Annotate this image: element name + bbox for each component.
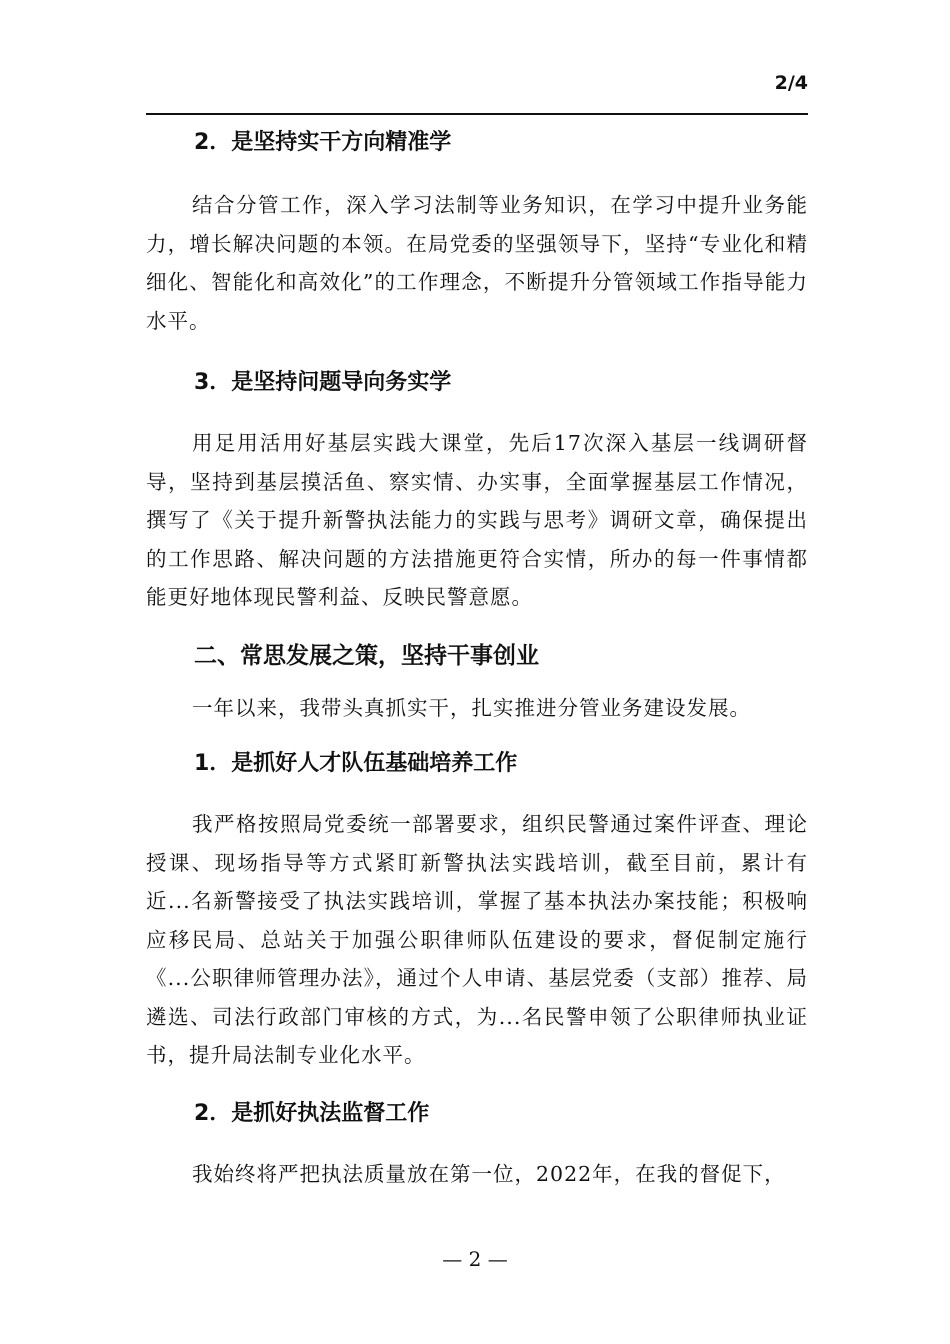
header-rule: [146, 113, 808, 115]
paragraph: 我严格按照局党委统一部署要求，组织民警通过案件评查、理论授课、现场指导等方式紧盯新警执法实践培训，截至目前，累计有近...名新警接受了执法实践培训，掌握了基本执法办案技能；积极响应移民局、总站关于加强公职律师队伍建设的要求，督促制定施行《...公职律师管理办法》，通过个人申请、基层党委（支部）推荐、局遴选、司法行政部门审核的方式，为...名民警申领了公职律师执业证书，提升局法制专业化水平。: [146, 812, 808, 1067]
document-body: [146, 118, 808, 1193]
section-heading: 2．是坚持实干方向精准学: [194, 130, 452, 155]
page-indicator: 2/4: [774, 72, 808, 94]
section-heading: 1．是抓好人才队伍基础培养工作: [194, 751, 518, 776]
paragraph: 我始终将严把执法质量放在第一位，2022年，在我的督促下，: [192, 1161, 786, 1186]
page-number-footer: — 2 —: [442, 1247, 508, 1271]
section-heading: 2．是抓好执法监督工作: [194, 1100, 430, 1126]
section-heading: 3．是坚持问题导向务实学: [194, 370, 452, 395]
main-heading: 二、常思发展之策，坚持干事创业: [194, 642, 539, 669]
paragraph: 用足用活用好基层实践大课堂，先后17次深入基层一线调研督导，坚持到基层摸活鱼、察实情、办实事，全面掌握基层工作情况，撰写了《关于提升新警执法能力的实践与思考》调研文章，确保提出的工作思路、解决问题的方法措施更符合实情，所办的每一件事情都能更好地体现民警利益、反映民警意愿。: [146, 431, 808, 609]
paragraph: 结合分管工作，深入学习法制等业务知识，在学习中提升业务能力，增长解决问题的本领。在局党委的坚强领导下，坚持“专业化和精细化、智能化和高效化”的工作理念，不断提升分管领域工作指导能力水平。: [146, 193, 808, 333]
paragraph: 一年以来，我带头真抓实干，扎实推进分管业务建设发展。: [192, 695, 751, 720]
